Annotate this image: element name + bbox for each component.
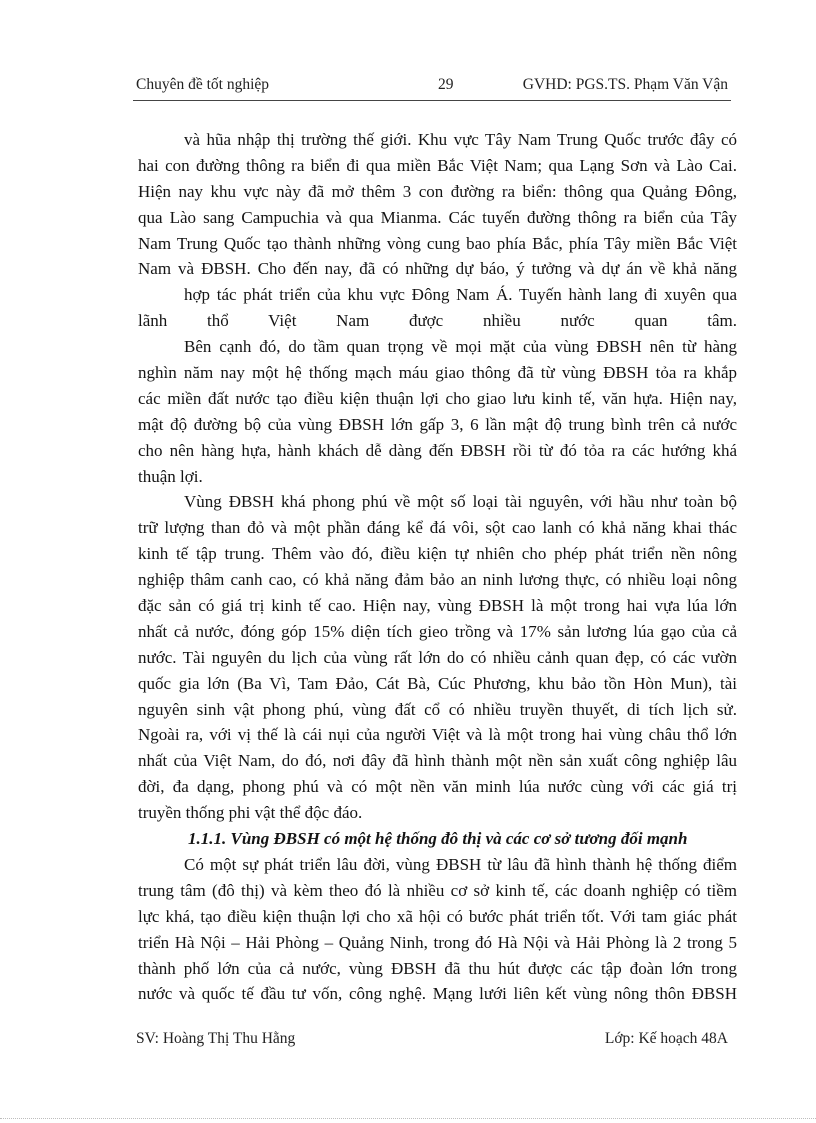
text-line: quốc gia lớn (Ba Vì, Tam Đảo, Cát Bà, Cúc Phương, khu bảo tồn Hòn Mun), tài: [138, 673, 737, 693]
page-bottom-border: [0, 1118, 816, 1119]
section-heading: 1.1.1. Vùng ĐBSH có một hệ thống đô thị và các cơ sở tương đối mạnh: [188, 829, 688, 849]
text-line: Nam Trung Quốc tạo thành những vòng cung bao phía Bắc, phía Tây miền Bắc Việt: [138, 233, 737, 253]
page-footer: [136, 1030, 728, 1052]
text-line: đời, đa dạng, phong phú và có một nền văn minh lúa nước cùng với các giá trị: [138, 777, 737, 797]
text-line: truyền thống phi vật thể độc đáo.: [138, 803, 363, 823]
text-line: Nam và ĐBSH. Cho đến nay, đã có những dự báo, ý tưởng và dự án về khả năng: [138, 259, 737, 279]
text-line: hợp tác phát triển của khu vực Đông Nam Á. Tuyến hành lang đi xuyên qua: [184, 285, 737, 305]
text-line: mật độ đường bộ của vùng ĐBSH lớn gấp 3, 6 lần mật độ trung bình trên cả nước: [138, 414, 737, 434]
header-supervisor: GVHD: PGS.TS. Phạm Văn Vận: [522, 76, 728, 93]
text-line: thành phố lớn của cả nước, vùng ĐBSH đã thu hút được các tập đoàn lớn trong: [138, 958, 737, 978]
text-line: nước. Tài nguyên du lịch của vùng rất lớn do có nhiều cảnh quan đẹp, có các vườn: [138, 647, 737, 667]
page-number: 29: [438, 76, 454, 93]
text-line: nước và quốc tế đầu tư vốn, công nghệ. Mạng lưới liên kết vùng nông thôn ĐBSH: [138, 984, 737, 1004]
footer-student: SV: Hoàng Thị Thu Hằng: [136, 1030, 296, 1047]
text-line: trữ lượng than đỏ và một phần đáng kể đá vôi, sột cao lanh có khả năng khai thác: [138, 518, 737, 538]
paragraph-first-line: Vùng ĐBSH khá phong phú về một số loại tài nguyên, với hầu như toàn bộ: [184, 492, 737, 512]
paragraph-first-line: Có một sự phát triển lâu đời, vùng ĐBSH từ lâu đã hình thành hệ thống điểm: [184, 854, 737, 874]
text-line: trung tâm (đô thị) và kèm theo đó là nhiều cơ sở kinh tế, các doanh nghiệp có tiềm: [138, 880, 737, 900]
text-line: triển Hà Nội – Hải Phòng – Quảng Ninh, trong đó Hà Nội và Hải Phòng là 2 trong 5: [138, 932, 737, 952]
footer-class: Lớp: Kế hoạch 48A: [604, 1030, 728, 1047]
body-text: [138, 127, 737, 1007]
text-line: thuận lợi.: [138, 466, 203, 486]
text-line: các miền đất nước tạo điều kiện thuận lợi cho giao lưu kinh tế, văn hựa. Hiện nay,: [138, 388, 737, 408]
text-line: hai con đường thông ra biển đi qua miền Bắc Việt Nam; qua Lạng Sơn và Lào Cai.: [138, 155, 737, 175]
text-line: nhất cả nước, đóng góp 15% diện tích gieo trồng và 17% sản lương lúa gạo của cả: [138, 621, 737, 641]
text-line: và hũa nhập thị trường thế giới. Khu vực Tây Nam Trung Quốc trước đây có: [184, 130, 737, 149]
text-line: lãnh thổ Việt Nam được nhiều nước quan tâm.: [138, 311, 737, 331]
header-title: Chuyên đề tốt nghiệp: [136, 76, 270, 93]
text-line: nghiệp thâm canh cao, có khả năng đảm bảo an ninh lương thực, có nhiều loại nông: [138, 570, 737, 590]
text-line: kinh tế tập trung. Thêm vào đó, điều kiện tự nhiên cho phép phát triển nền nông: [138, 544, 737, 564]
text-line: nhất của Việt Nam, do đó, nơi đây đã hình thành một nền sản xuất công nghiệp lâu: [138, 751, 737, 771]
header-divider: [133, 100, 731, 101]
text-line: Ngoài ra, với vị thế là cái nụi của người Việt và là một trong hai vùng châu thổ lớn: [138, 725, 737, 745]
text-line: cho nên hàng hựa, hành khách dễ dàng đến ĐBSH rồi từ đó tỏa ra các hướng khá: [138, 440, 737, 460]
text-line: qua Lào sang Campuchia và qua Mianma. Các tuyến đường thông ra biển của Tây: [138, 207, 737, 227]
text-line: nghìn năm nay một hệ thống mạch máu giao thông đã từ vùng ĐBSH tỏa ra khắp: [138, 363, 737, 383]
text-line: lực khá, tạo điều kiện thuận lợi cho xã hội có bước phát triển tốt. Với tam giác phát: [138, 906, 737, 926]
text-line: Hiện nay khu vực này đã mở thêm 3 con đường ra biển: thông qua Quảng Đông,: [138, 181, 737, 201]
paragraph-first-line: Bên cạnh đó, do tầm quan trọng về mọi mặt của vùng ĐBSH nên từ hàng: [184, 337, 737, 357]
text-line: đặc sản có giá trị kinh tế cao. Hiện nay, vùng ĐBSH là một trong hai vựa lúa lớn: [138, 596, 737, 616]
page-header: [136, 76, 728, 98]
text-line: nguyên sinh vật phong phú, vùng đất cổ có nhiều truyền thuyết, di tích lịch sử.: [138, 699, 737, 719]
